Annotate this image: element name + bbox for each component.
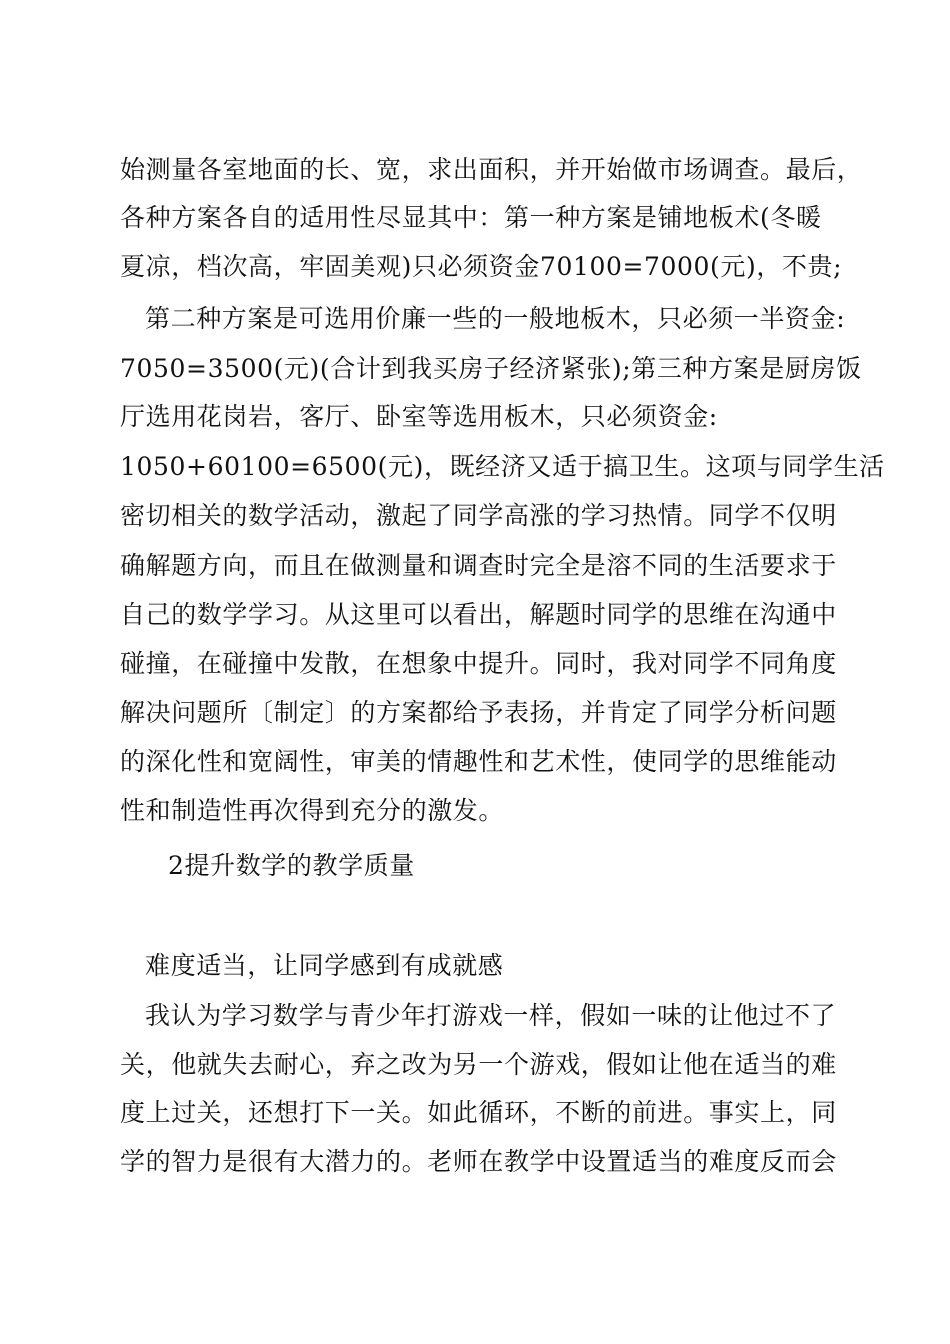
paragraph-line: 厅选用花岗岩，客厅、卧室等选用板木，只必须资金:	[120, 402, 718, 431]
paragraph-line: 7050=3500(元)(合计到我买房子经济紧张);第三种方案是厨房饭	[120, 354, 862, 383]
paragraph-line: 性和制造性再次得到充分的激发。	[120, 796, 505, 825]
paragraph-line: 碰撞，在碰撞中发散，在想象中提升。同时，我对同学不同角度	[120, 649, 837, 678]
paragraph-line: 我认为学习数学与青少年打游戏一样，假如一味的让他过不了	[145, 1001, 837, 1030]
paragraph-line: 关，他就失去耐心，弃之改为另一个游戏，假如让他在适当的难	[120, 1050, 837, 1079]
paragraph-line: 夏凉，档次高，牢固美观)只必须资金70100=7000(元)，不贵;	[120, 252, 843, 281]
paragraph-line: 第二种方案是可选用价廉一些的一般地板木，只必须一半资金:	[145, 304, 846, 333]
paragraph-line: 解决问题所〔制定〕的方案都给予表扬，并肯定了同学分析问题	[120, 698, 837, 727]
paragraph-line: 自己的数学学习。从这里可以看出，解题时同学的思维在沟通中	[120, 600, 837, 629]
paragraph-line: 确解题方向，而且在做测量和调查时完全是溶不同的生活要求于	[120, 551, 837, 580]
paragraph-line: 学的智力是很有大潜力的。老师在教学中设置适当的难度反而会	[120, 1147, 837, 1176]
section-subheading: 难度适当，让同学感到有成就感	[145, 951, 504, 980]
paragraph-line: 的深化性和宽阔性，审美的情趣性和艺术性，使同学的思维能动	[120, 747, 837, 776]
section-heading: 2提升数学的教学质量	[168, 851, 415, 880]
paragraph-line: 1050+60100=6500(元)，既经济又适于搞卫生。这项与同学生活	[120, 452, 885, 481]
paragraph-line: 密切相关的数学活动，激起了同学高涨的学习热情。同学不仅明	[120, 501, 837, 530]
paragraph-line: 各种方案各自的适用性尽显其中：第一种方案是铺地板术(冬暖	[120, 203, 822, 232]
paragraph-line: 始测量各室地面的长、宽，求出面积，并开始做市场调查。最后，	[120, 155, 863, 184]
paragraph-line: 度上过关，还想打下一关。如此循环，不断的前进。事实上，同	[120, 1098, 837, 1127]
